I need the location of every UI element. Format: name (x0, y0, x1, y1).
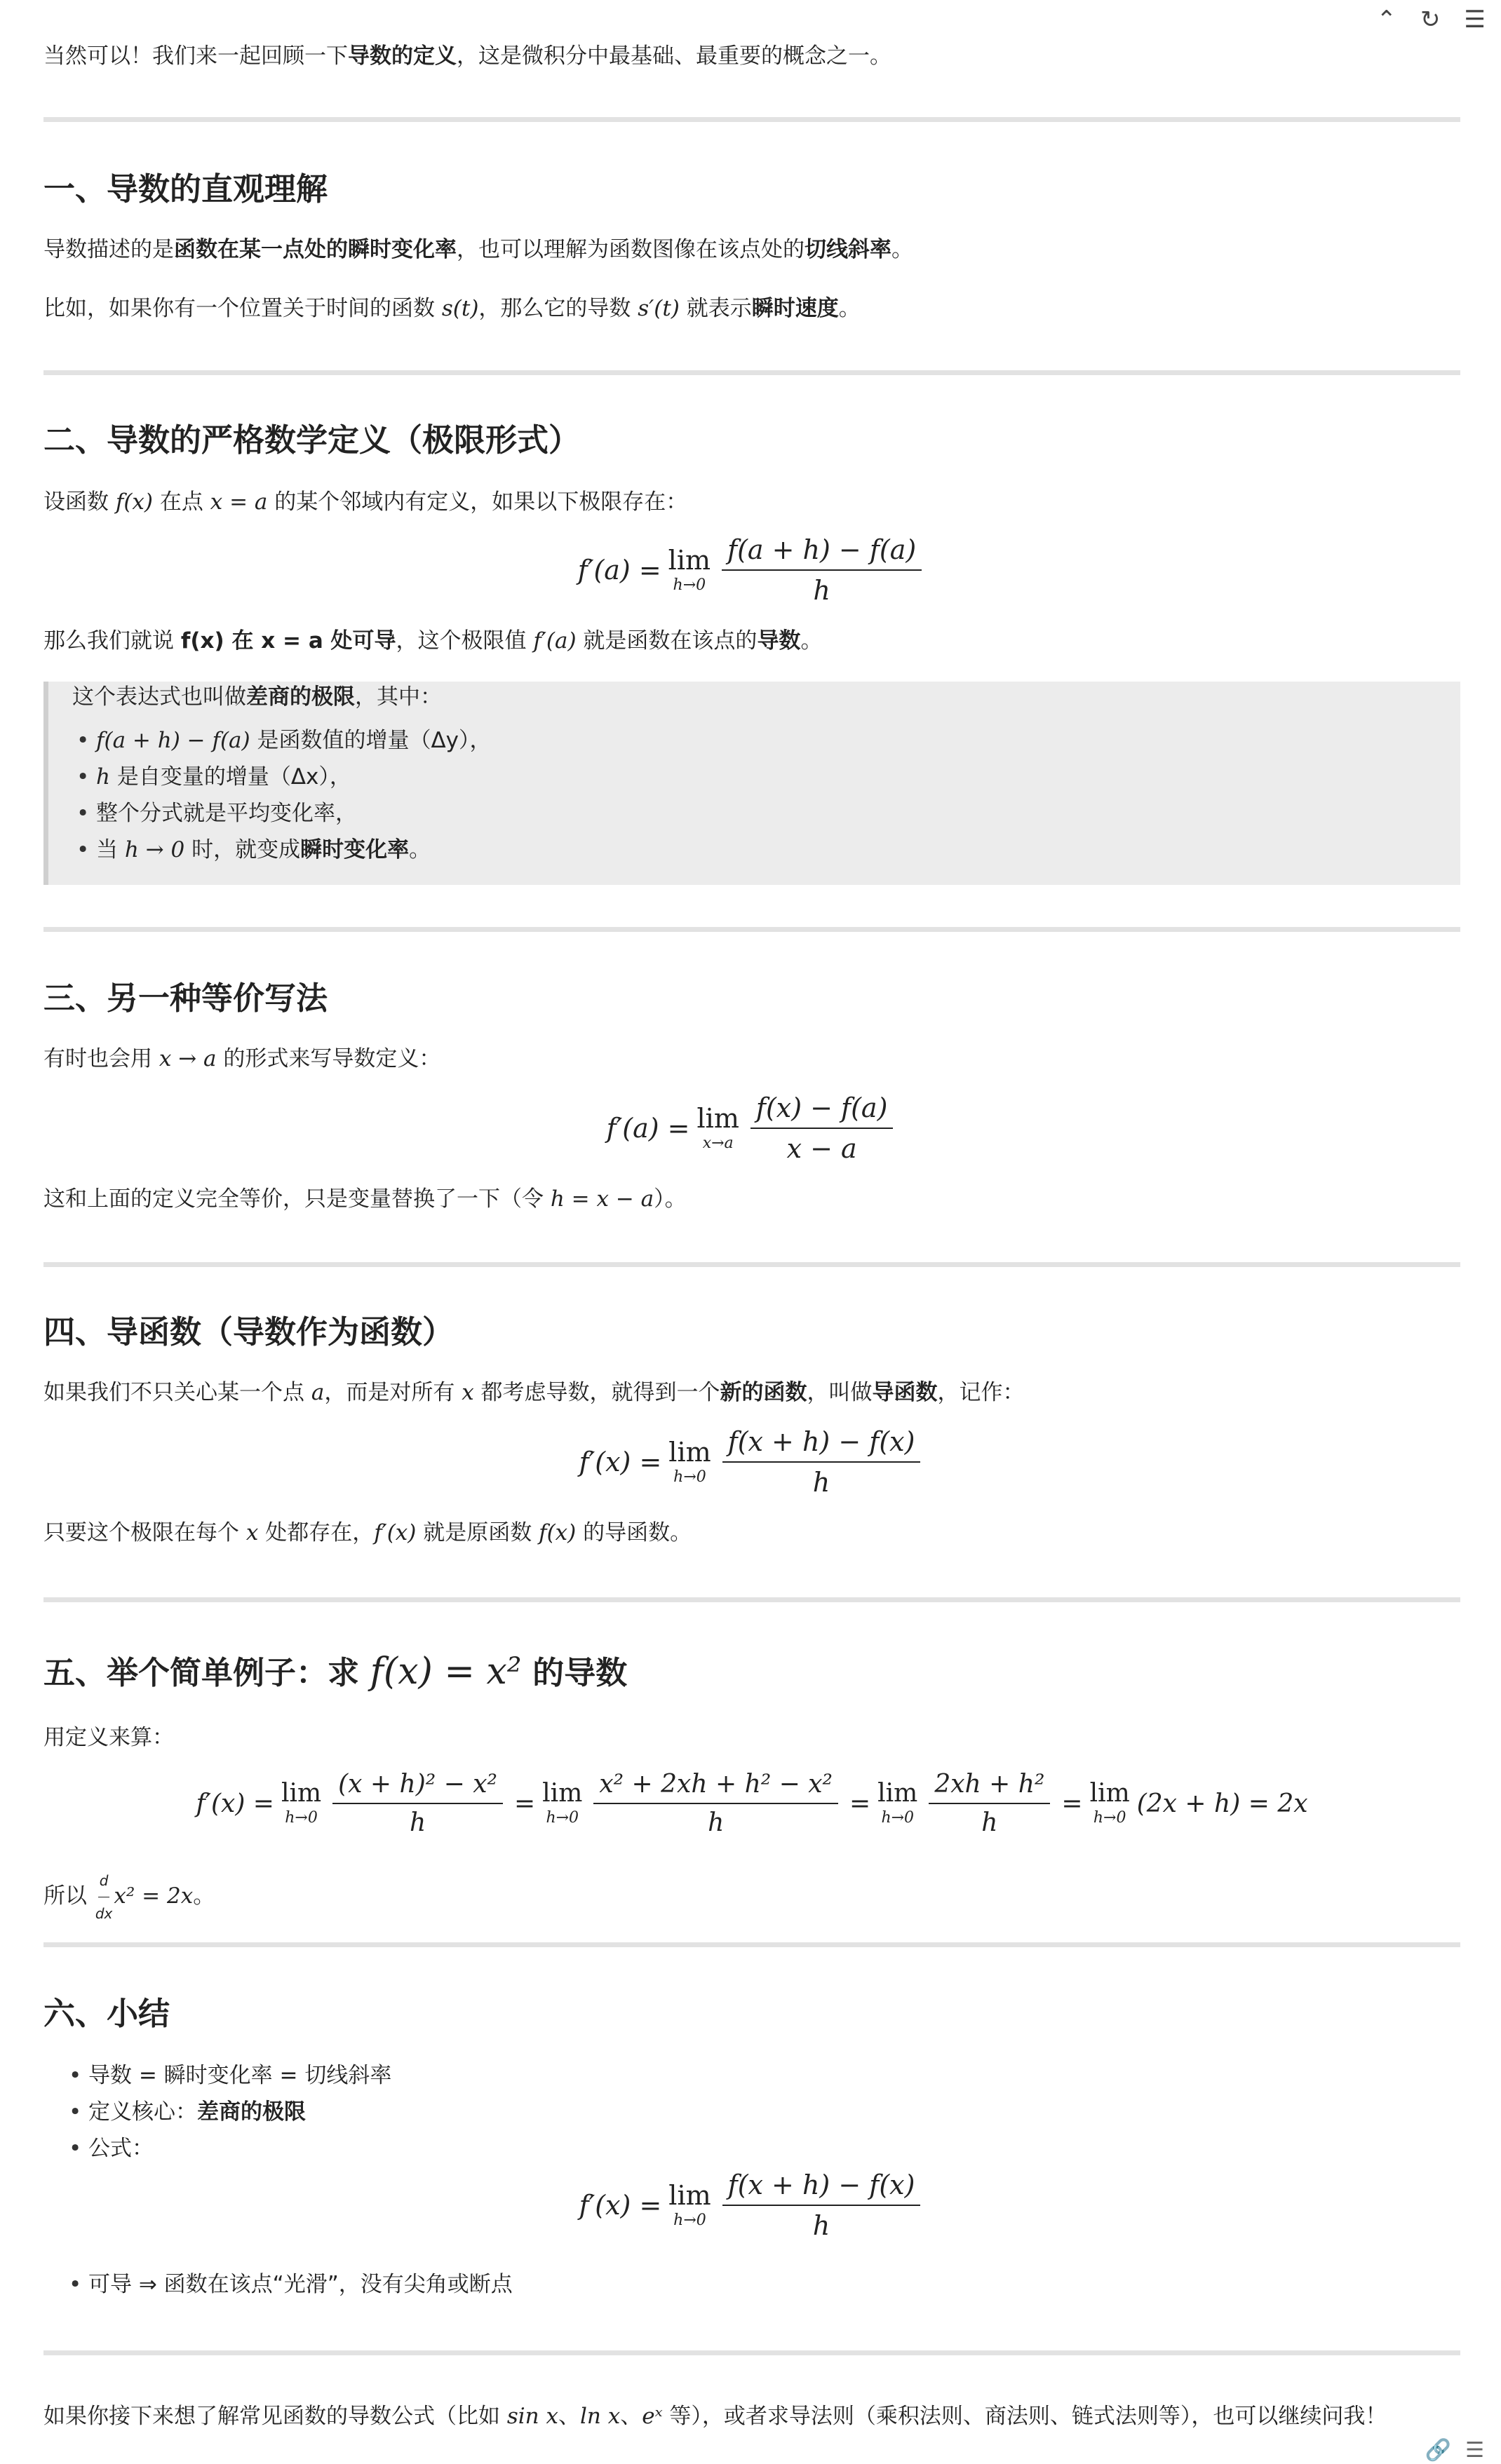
divider (43, 117, 1460, 122)
s5-paragraph-2: 所以 $\frac{d}{dx}$ x² = 2x。 (43, 1865, 215, 1929)
section-6-title: 六、小结 (43, 1995, 170, 2032)
s3-paragraph-1: 有时也会用 x → a 的形式来写导数定义： (43, 1046, 441, 1071)
divider (43, 370, 1460, 375)
section-4-title: 四、导函数（导数作为函数） (43, 1313, 455, 1351)
divider (43, 1942, 1460, 1947)
divider (43, 927, 1460, 932)
s1-paragraph-2: 比如，如果你有一个位置关于时间的函数 s(t)，那么它的导数 s′(t) 就表示瞬时速度。 (43, 296, 861, 321)
formula-derivative-at-a: f′(a) = lim h→0 $\frac{f(a + h) - f(a)}{h}$ (43, 534, 1460, 606)
quote-list (72, 722, 492, 868)
summary-list-2 (65, 2266, 513, 2303)
bottom-icons (1425, 2438, 1484, 2463)
list-item: • 公式： (65, 2130, 391, 2167)
s4-paragraph-2: 只要这个极限在每个 x 处都存在，f′(x) 就是原函数 f(x) 的导函数。 (43, 1520, 692, 1545)
section-2-title: 二、导数的严格数学定义（极限形式） (43, 421, 581, 459)
s3-paragraph-2: 这和上面的定义完全等价，只是变量替换了一下（令 h = x − a）。 (43, 1186, 687, 1212)
summary-list (65, 2057, 391, 2167)
formula-example-derivation: f′(x) = lim h→0 $\frac{\text{(x + h)² − x²}}{h}$ = lim h→0 $\frac{\text{x² + 2xh + h² − x²}}{h}$ = lim h→0 $\frac{\text{2xh + h²}}{h}$ = lim h→0 (2x + h) = 2x (196, 1770, 1308, 1837)
section-1-title: 一、导数的直观理解 (43, 170, 328, 208)
formula-summary: f′(x) = lim h→0 $\frac{f(x + h) - f(x)}{h}$ (43, 2169, 1460, 2241)
chevron-up-icon[interactable]: ⌃ (1376, 6, 1397, 34)
formula-derivative-function: f′(x) = lim h→0 $\frac{f(x + h) - f(x)}{h}$ (43, 1426, 1460, 1498)
quote-intro: 这个表达式也叫做差商的极限，其中： (72, 684, 442, 710)
list-item: • h 是自变量的增量（Δx）， (72, 759, 492, 795)
refresh-icon[interactable]: ↻ (1420, 6, 1441, 34)
s2-paragraph-2: 那么我们就说 f(x) 在 x = a 处可导，这个极限值 f′(a) 就是函数在该点的导数。 (43, 628, 823, 654)
list-item: • 导数 = 瞬时变化率 = 切线斜率 (65, 2057, 391, 2094)
formula-derivative-x-to-a: f′(a) = lim x→a $\frac{f(x) - f(a)}{x - a}$ (43, 1092, 1460, 1164)
s4-paragraph-1: 如果我们不只关心某一个点 a，而是对所有 x 都考虑导数，就得到一个新的函数，叫做导函数，记作： (43, 1380, 1025, 1405)
blockquote (43, 682, 1460, 885)
outro-paragraph: 如果你接下来想了解常见函数的导数公式（比如 sin x、ln x、eˣ 等），或者求导法则（乘积法则、商法则、链式法则等），也可以继续问我！ (43, 2404, 1387, 2429)
s2-paragraph-1: 设函数 f(x) 在点 x = a 的某个邻域内有定义，如果以下极限存在： (43, 489, 688, 515)
intro-paragraph: 当然可以！我们来一起回顾一下导数的定义，这是微积分中最基础、最重要的概念之一。 (43, 43, 891, 69)
top-toolbar (1377, 6, 1486, 34)
link-icon[interactable]: 🔗 (1425, 2438, 1452, 2463)
divider (43, 1597, 1460, 1602)
s1-paragraph-1: 导数描述的是函数在某一点处的瞬时变化率，也可以理解为函数图像在该点处的切线斜率。 (43, 237, 913, 262)
list-icon[interactable]: ☰ (1465, 2438, 1484, 2463)
list-icon[interactable]: ☰ (1464, 6, 1486, 34)
list-item: • 可导 ⇒ 函数在该点“光滑”，没有尖角或断点 (65, 2266, 513, 2303)
divider (43, 1262, 1460, 1267)
list-item: • 定义核心：差商的极限 (65, 2094, 391, 2130)
list-item: • 当 h → 0 时，就变成瞬时变化率。 (72, 832, 492, 868)
section-3-title: 三、另一种等价写法 (43, 980, 328, 1017)
section-5-title: 五、举个简单例子：求 f(x) = x² 的导数 (43, 1651, 628, 1693)
list-item: • f(a + h) − f(a) 是函数值的增量（Δy）， (72, 722, 492, 759)
divider (43, 2350, 1460, 2355)
list-item: • 整个分式就是平均变化率， (72, 795, 492, 832)
s5-paragraph-1: 用定义来算： (43, 1725, 174, 1750)
